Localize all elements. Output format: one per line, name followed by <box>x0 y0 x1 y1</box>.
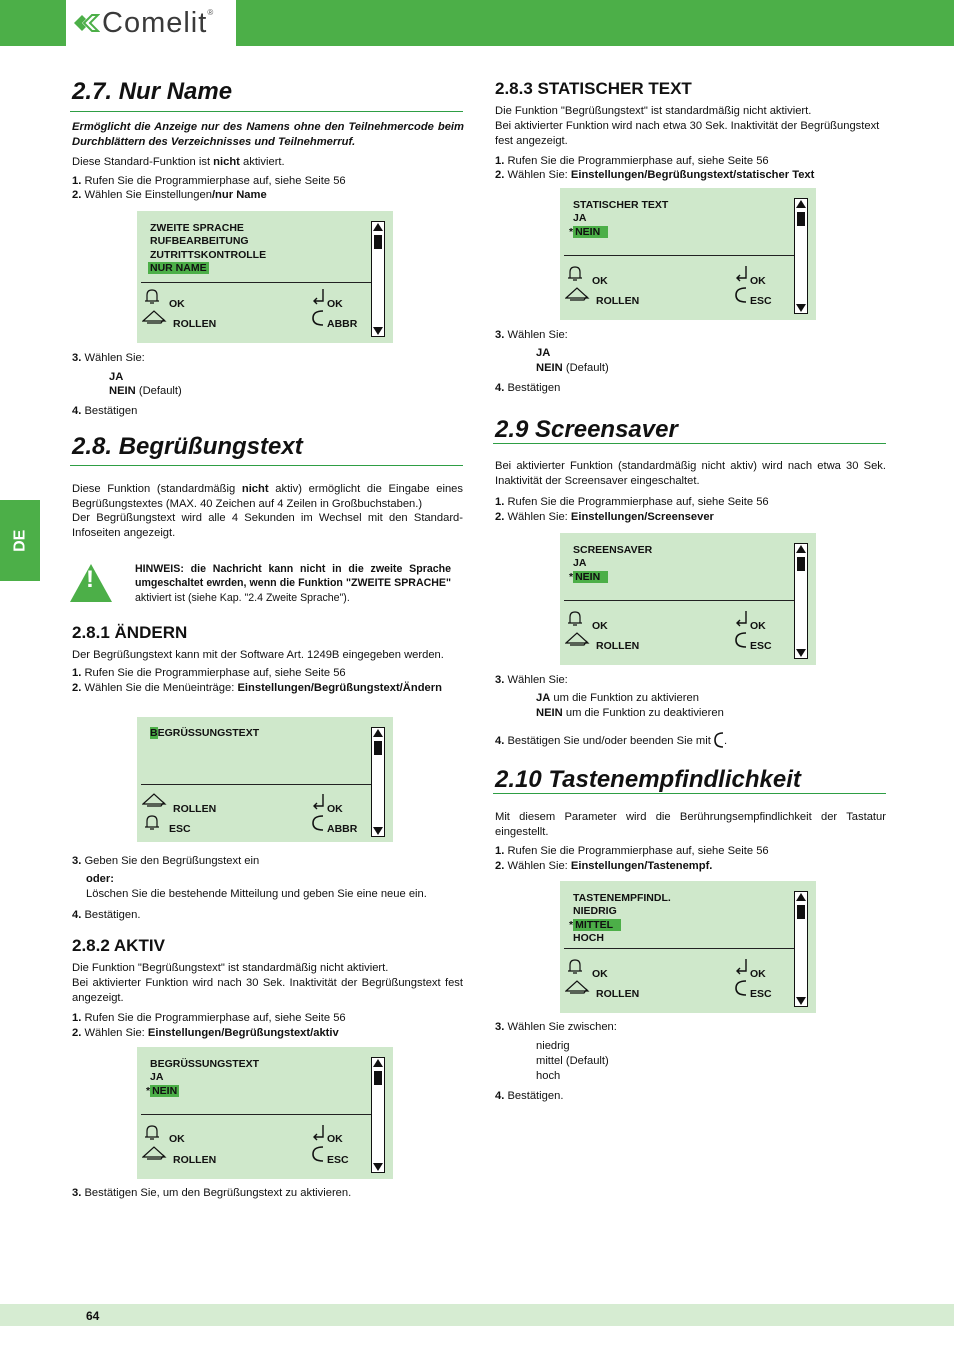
scroll-icon <box>142 309 170 325</box>
paragraph: Die Funktion "Begrüßungstext" ist standardmäßig nicht aktiviert. <box>495 105 812 117</box>
lcd-scrollbar <box>371 221 385 337</box>
lcd-softkey-label: ESC <box>750 295 772 307</box>
lcd-line-selected: NEIN <box>152 1085 178 1097</box>
option-ja: JA um die Funktion zu aktivieren <box>536 692 699 704</box>
lcd-softkey-label: OK <box>750 968 766 980</box>
title-rule <box>70 111 463 112</box>
lcd-cursor: B <box>150 727 158 739</box>
lcd-softkey-label: OK <box>169 298 185 310</box>
lcd-line-selected: NEIN <box>573 226 608 238</box>
lcd-softkey-label: ROLLEN <box>596 640 640 652</box>
scroll-icon <box>565 631 593 647</box>
paragraph: Diese Funktion (standardmäßig nicht aktiv) ermöglicht die Eingabe eines Begrüßungstextes (MAX. 40 Zeichen auf 4 Zeilen in Großbuchstaben.) <box>72 483 463 511</box>
lcd-divider <box>141 282 371 283</box>
lcd-softkey-label: OK <box>750 620 766 632</box>
option-ja: JA <box>536 347 551 359</box>
step-4: 4. Bestätigen. <box>495 1090 564 1102</box>
escape-icon <box>311 1145 325 1163</box>
bell-icon <box>144 288 160 305</box>
lcd-divider <box>141 1114 371 1115</box>
enter-icon <box>734 265 750 282</box>
section-title-2-7: 2.7. Nur Name <box>72 78 233 105</box>
escape-icon <box>714 732 724 748</box>
lcd-display-aendern <box>137 717 393 842</box>
note-text: HINWEIS: die Nachricht kann nicht in die zweite Sprache umgeschaltet ewrden, wenn die Funktion "ZWEITE SPRACHE" aktiviert ist (siehe Kap. "2.4 Zweite Sprache"). <box>135 563 451 604</box>
step-3: 3. Geben Sie den Begrüßungstext ein <box>72 855 260 867</box>
enter-icon <box>734 958 750 975</box>
lcd-display-tastenempfindlichkeit <box>560 881 816 1013</box>
step-4: 4. Bestätigen. <box>72 909 141 921</box>
step-4: 4. Bestätigen <box>495 382 561 394</box>
lcd-line: RUFBEARBEITUNG <box>150 235 249 247</box>
lcd-line: ZUTRITTSKONTROLLE <box>150 249 267 261</box>
title-rule <box>493 443 886 444</box>
lcd-softkey-label: ROLLEN <box>596 988 640 1000</box>
lcd-line: ZWEITE SPRACHE <box>150 222 244 234</box>
footer-bar <box>0 1304 954 1326</box>
title-rule <box>493 793 886 794</box>
step-1: 1. Rufen Sie die Programmierphase auf, siehe Seite 56 <box>72 667 346 679</box>
lcd-softkey-label: OK <box>592 968 608 980</box>
lcd-softkey-label: OK <box>327 298 343 310</box>
lcd-display-screensaver <box>560 533 816 665</box>
escape-icon <box>311 309 325 327</box>
step-3: 3. Wählen Sie: <box>72 352 145 364</box>
option: mittel (Default) <box>536 1055 609 1067</box>
escape-icon <box>734 979 748 997</box>
bell-icon <box>144 814 160 831</box>
comelit-logo <box>66 0 236 46</box>
step-1: 1. Rufen Sie die Programmierphase auf, siehe Seite 56 <box>495 155 769 167</box>
paragraph: Bei aktivierter Funktion wird nach 30 Sek. Inaktivität der Begrüßungstext fest angezeigt. <box>72 977 463 1005</box>
lcd-scrollbar <box>371 1057 385 1173</box>
lcd-line: HOCH <box>573 932 604 944</box>
escape-icon <box>734 286 748 304</box>
lcd-softkey-label: ESC <box>169 823 191 835</box>
paragraph: Der Begrüßungstext kann mit der Software Art. 1249B eingegeben werden. <box>72 649 444 661</box>
paragraph: Bei aktivierter Funktion wird nach etwa 30 Sek. Inaktivität der Begrüßungstext fest angezeigt. <box>495 120 880 148</box>
step-3: 3. Wählen Sie zwischen: <box>495 1021 617 1033</box>
language-tab: DE <box>0 500 40 581</box>
scroll-icon <box>142 792 170 808</box>
paragraph: Die Funktion "Begrüßungstext" ist standardmäßig nicht aktiviert. <box>72 962 389 974</box>
logo-registered: ® <box>207 8 214 17</box>
lcd-line: TASTENEMPFINDL. <box>573 892 671 904</box>
step-4: 4. Bestätigen <box>72 405 138 417</box>
lcd-star: * <box>569 919 574 931</box>
option-ja: JA <box>109 371 124 383</box>
lcd-line: STATISCHER TEXT <box>573 199 669 211</box>
title-rule <box>70 465 463 466</box>
enter-icon <box>311 1124 327 1141</box>
step-2: 2. Wählen Sie: Einstellungen/Begrüßungstext/statischer Text <box>495 169 815 181</box>
lcd-line: EGRÜSSUNGSTEXT <box>157 727 260 739</box>
step-1: 1. Rufen Sie die Programmierphase auf, siehe Seite 56 <box>495 845 769 857</box>
paragraph: Bei aktivierter Funktion (standardmäßig nicht aktiv) wird nach etwa 30 Sek. Inaktivität der Screensaver eingeschaltet. <box>495 460 886 488</box>
enter-icon <box>311 288 327 305</box>
option: hoch <box>536 1070 561 1082</box>
option-nein: NEIN um die Funktion zu deaktivieren <box>536 707 724 719</box>
lcd-scrollbar <box>371 727 385 837</box>
lcd-softkey-label: ESC <box>750 988 772 1000</box>
lcd-display-aktiv <box>137 1047 393 1179</box>
intro-text: Ermöglicht die Anzeige nur des Namens ohne den Teilnehmercode beim Durchblättern des Verzeichnisses und Teilnehmerruf. <box>72 121 464 149</box>
comelit-logo-icon <box>72 12 100 34</box>
lcd-line: JA <box>573 557 587 569</box>
std-text: Diese Standard-Funktion ist nicht aktiviert. <box>72 156 285 168</box>
step-2: 2. Wählen Sie: Einstellungen/Begrüßungstext/aktiv <box>72 1027 339 1039</box>
scroll-icon <box>565 979 593 995</box>
lcd-softkey-label: ROLLEN <box>173 803 217 815</box>
step-2: 2. Wählen Sie: Einstellungen/Screensever <box>495 511 714 523</box>
subsection-title-2-8-1: 2.8.1 ÄNDERN <box>72 623 188 642</box>
step-4: 4. Bestätigen Sie und/oder beenden Sie mit . <box>495 732 727 749</box>
lcd-display-statischer-text <box>560 188 816 320</box>
step-3: 3. Bestätigen Sie, um den Begrüßungstext zu aktivieren. <box>72 1187 352 1199</box>
logo-text: Comelit <box>102 6 208 39</box>
lcd-softkey-label: OK <box>169 1133 185 1145</box>
oder-label: oder: <box>86 873 114 885</box>
lcd-scrollbar <box>794 543 808 659</box>
section-title-2-10: 2.10 Tastenempfindlichkeit <box>495 766 801 793</box>
lcd-softkey-label: ROLLEN <box>596 295 640 307</box>
lcd-softkey-label: ABBR <box>327 318 358 330</box>
lcd-softkey-label: OK <box>327 803 343 815</box>
lcd-line-selected: NUR NAME <box>150 262 207 274</box>
lcd-line: JA <box>573 212 587 224</box>
section-title-2-8: 2.8. Begrüßungstext <box>72 433 303 460</box>
bell-icon <box>567 958 583 975</box>
enter-icon <box>311 793 327 810</box>
lcd-divider <box>564 948 794 949</box>
option-nein: NEIN (Default) <box>109 385 182 397</box>
bell-icon <box>567 610 583 627</box>
escape-icon <box>734 631 748 649</box>
lcd-softkey-label: ROLLEN <box>173 1154 217 1166</box>
scroll-icon <box>142 1145 170 1161</box>
lcd-softkey-label: OK <box>592 275 608 287</box>
lcd-line: JA <box>150 1071 164 1083</box>
bell-icon <box>567 265 583 282</box>
lcd-divider <box>564 255 794 256</box>
lcd-softkey-label: ROLLEN <box>173 318 217 330</box>
lcd-line: SCREENSAVER <box>573 544 653 556</box>
section-title-2-9: 2.9 Screensaver <box>495 416 678 443</box>
escape-icon <box>311 814 325 832</box>
lcd-scrollbar <box>794 198 808 314</box>
page-number: 64 <box>86 1309 100 1323</box>
bell-icon <box>144 1124 160 1141</box>
scroll-icon <box>565 286 593 302</box>
lcd-scrollbar <box>794 891 808 1007</box>
lcd-star: * <box>569 571 574 583</box>
lcd-line-selected: MITTEL <box>573 919 621 931</box>
option: niedrig <box>536 1040 570 1052</box>
subsection-title-2-8-2: 2.8.2 AKTIV <box>72 936 165 955</box>
lcd-display-nur-name <box>137 211 393 343</box>
lcd-line: BEGRÜSSUNGSTEXT <box>150 1058 260 1070</box>
option-nein: NEIN (Default) <box>536 362 609 374</box>
paragraph: Mit diesem Parameter wird die Berührungsempfindlichkeit der Tastatur eingestellt. <box>495 811 886 839</box>
step-2: 2. Wählen Sie: Einstellungen/Tastenempf. <box>495 860 713 872</box>
lcd-softkey-label: ESC <box>750 640 772 652</box>
step-1: 1. Rufen Sie die Programmierphase auf, siehe Seite 56 <box>495 496 769 508</box>
paragraph: Der Begrüßungstext wird alle 4 Sekunden im Wechsel mit den Standard-Infoseiten angezeigt. <box>72 512 463 540</box>
lcd-star: * <box>146 1085 151 1097</box>
lcd-star: * <box>569 226 574 238</box>
step-2: 2. Wählen Sie Einstellungen/nur Name <box>72 189 267 201</box>
step-3: 3. Wählen Sie: <box>495 674 568 686</box>
lcd-line: NIEDRIG <box>573 905 617 917</box>
lcd-softkey-label: OK <box>750 275 766 287</box>
step-1: 1. Rufen Sie die Programmierphase auf, siehe Seite 56 <box>72 1012 346 1024</box>
lcd-divider <box>141 784 371 785</box>
step-2: 2. Wählen Sie die Menüeinträge: Einstellungen/Begrüßungstext/Ändern <box>72 682 442 694</box>
lcd-softkey-label: OK <box>327 1133 343 1145</box>
lcd-divider <box>564 600 794 601</box>
enter-icon <box>734 610 750 627</box>
warning-glyph: ! <box>86 566 94 593</box>
paragraph: Löschen Sie die bestehende Mitteilung und geben Sie eine neue ein. <box>86 888 427 900</box>
subsection-title-2-8-3: 2.8.3 STATISCHER TEXT <box>495 79 692 98</box>
step-1: 1. Rufen Sie die Programmierphase auf, siehe Seite 56 <box>72 175 346 187</box>
lcd-softkey-label: ESC <box>327 1154 349 1166</box>
lcd-softkey-label: OK <box>592 620 608 632</box>
step-3: 3. Wählen Sie: <box>495 329 568 341</box>
lcd-softkey-label: ABBR <box>327 823 358 835</box>
lcd-line-selected: NEIN <box>573 571 608 583</box>
